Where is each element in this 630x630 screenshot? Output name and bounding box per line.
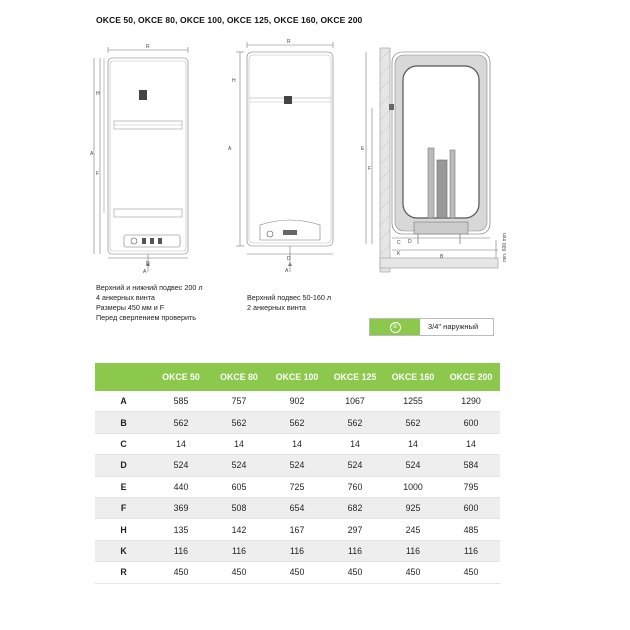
note-left-line: Верхний и нижний подвес 200 л xyxy=(96,283,203,292)
table-row-label: C xyxy=(95,433,152,454)
table-cell: 14 xyxy=(384,433,442,454)
table-cell: 116 xyxy=(384,540,442,561)
note-left-line: Перед сверлением проверить xyxy=(96,313,197,322)
table-cell: 524 xyxy=(152,455,210,476)
table-cell: 508 xyxy=(210,497,268,518)
table-cell: 524 xyxy=(210,455,268,476)
table-row xyxy=(95,433,500,454)
dim-label-a1: A xyxy=(90,151,94,157)
table-cell: 135 xyxy=(152,519,210,540)
table-cell: 562 xyxy=(326,412,384,433)
dim-label-r1: R xyxy=(146,44,150,50)
table-cell: 14 xyxy=(442,433,500,454)
dim-label-h1: H xyxy=(96,91,100,97)
table-cell: 585 xyxy=(152,391,210,412)
table-row-label: E xyxy=(95,476,152,497)
table-cell: 14 xyxy=(152,433,210,454)
table-header-cell: OKCE 50 xyxy=(152,363,210,391)
table-row xyxy=(95,455,500,476)
drawing-front-b xyxy=(236,42,333,272)
technical-drawings xyxy=(90,35,510,275)
table-cell: 14 xyxy=(268,433,326,454)
table-cell: 524 xyxy=(384,455,442,476)
table-cell: 450 xyxy=(210,562,268,583)
table-cell: 562 xyxy=(210,412,268,433)
dim-label-h2: H xyxy=(232,78,236,84)
table-cell: 925 xyxy=(384,497,442,518)
table-cell: 485 xyxy=(442,519,500,540)
table-cell: 14 xyxy=(326,433,384,454)
drawing-section xyxy=(366,48,498,272)
table-cell: 600 xyxy=(442,412,500,433)
dimensions-table xyxy=(95,363,500,584)
table-cell: 167 xyxy=(268,519,326,540)
dim-label-min600: min. 600 mm xyxy=(502,233,508,262)
drawing-front-a xyxy=(94,47,188,272)
table-body xyxy=(95,391,500,583)
note-right-line: Верхний подвес 50-160 л xyxy=(247,293,332,302)
table-header-cell: OKCE 160 xyxy=(384,363,442,391)
dim-label-d1: D xyxy=(146,261,150,267)
dim-label-f3: F xyxy=(368,166,372,172)
table-row xyxy=(95,476,500,497)
dim-label-r2: R xyxy=(287,39,291,45)
table-row xyxy=(95,497,500,518)
table-cell: 116 xyxy=(210,540,268,561)
table-cell: 584 xyxy=(442,455,500,476)
table-cell: 297 xyxy=(326,519,384,540)
note-left-line: 4 анкерных винта xyxy=(96,293,155,302)
table-row-label: F xyxy=(95,497,152,518)
table-cell: 1255 xyxy=(384,391,442,412)
dim-label-k: K xyxy=(397,251,401,257)
table-row xyxy=(95,412,500,433)
table-cell: 116 xyxy=(152,540,210,561)
table-row-label: B xyxy=(95,412,152,433)
table-cell: 725 xyxy=(268,476,326,497)
table-header-row xyxy=(95,363,500,391)
dim-label-a2b: A xyxy=(285,268,289,274)
table-cell: 562 xyxy=(152,412,210,433)
table-cell: 760 xyxy=(326,476,384,497)
table-header-cell: OKCE 100 xyxy=(268,363,326,391)
table-cell: 450 xyxy=(442,562,500,583)
table-row-label: H xyxy=(95,519,152,540)
page-title: OKCE 50, OKCE 80, OKCE 100, OKCE 125, OKCE 160, OKCE 200 xyxy=(96,15,363,25)
table-cell: 682 xyxy=(326,497,384,518)
table-row xyxy=(95,391,500,412)
table-cell: 1000 xyxy=(384,476,442,497)
table-cell: 654 xyxy=(268,497,326,518)
table-row xyxy=(95,519,500,540)
table-cell: 600 xyxy=(442,497,500,518)
table-cell: 562 xyxy=(384,412,442,433)
table-cell: 795 xyxy=(442,476,500,497)
table-cell: 524 xyxy=(268,455,326,476)
table-cell: 605 xyxy=(210,476,268,497)
note-right xyxy=(247,293,331,313)
table-row-label: K xyxy=(95,540,152,561)
dim-label-a1b: A xyxy=(143,269,147,275)
table-cell: 14 xyxy=(210,433,268,454)
table-cell: 1290 xyxy=(442,391,500,412)
legend-text: 3/4" наружный xyxy=(420,319,493,335)
note-left-line: Размеры 450 мм и F xyxy=(96,303,165,312)
table-cell: 450 xyxy=(384,562,442,583)
note-right-line: 2 анкерных винта xyxy=(247,303,306,312)
table-cell: 757 xyxy=(210,391,268,412)
table-cell: 562 xyxy=(268,412,326,433)
table-header-cell: OKCE 80 xyxy=(210,363,268,391)
table-cell: 369 xyxy=(152,497,210,518)
dim-label-d2: D xyxy=(287,256,291,262)
table-cell: 450 xyxy=(152,562,210,583)
table-row xyxy=(95,562,500,583)
table-cell: 116 xyxy=(442,540,500,561)
legend-symbol-cell xyxy=(370,319,420,335)
dim-label-b: B xyxy=(440,254,444,260)
table-cell: 450 xyxy=(268,562,326,583)
table-row xyxy=(95,540,500,561)
dim-label-d3: D xyxy=(408,239,412,245)
dim-label-a2: A xyxy=(228,146,232,152)
table-cell: 524 xyxy=(326,455,384,476)
table-cell: 245 xyxy=(384,519,442,540)
table-cell: 902 xyxy=(268,391,326,412)
dim-label-f1: F xyxy=(96,171,100,177)
table-cell: 142 xyxy=(210,519,268,540)
dim-label-e: E xyxy=(361,146,365,152)
table-row-label: R xyxy=(95,562,152,583)
table-header-cell: OKCE 200 xyxy=(442,363,500,391)
table-row-label: D xyxy=(95,455,152,476)
table-row-label: A xyxy=(95,391,152,412)
table-header-corner xyxy=(95,363,152,391)
legend-symbol: ① xyxy=(390,322,401,333)
table-cell: 116 xyxy=(326,540,384,561)
table-cell: 440 xyxy=(152,476,210,497)
note-left xyxy=(96,283,203,323)
table-cell: 116 xyxy=(268,540,326,561)
table-cell: 450 xyxy=(326,562,384,583)
connection-legend xyxy=(369,318,494,336)
table-header-cell: OKCE 125 xyxy=(326,363,384,391)
table-cell: 1067 xyxy=(326,391,384,412)
dim-label-c: C xyxy=(397,240,401,246)
